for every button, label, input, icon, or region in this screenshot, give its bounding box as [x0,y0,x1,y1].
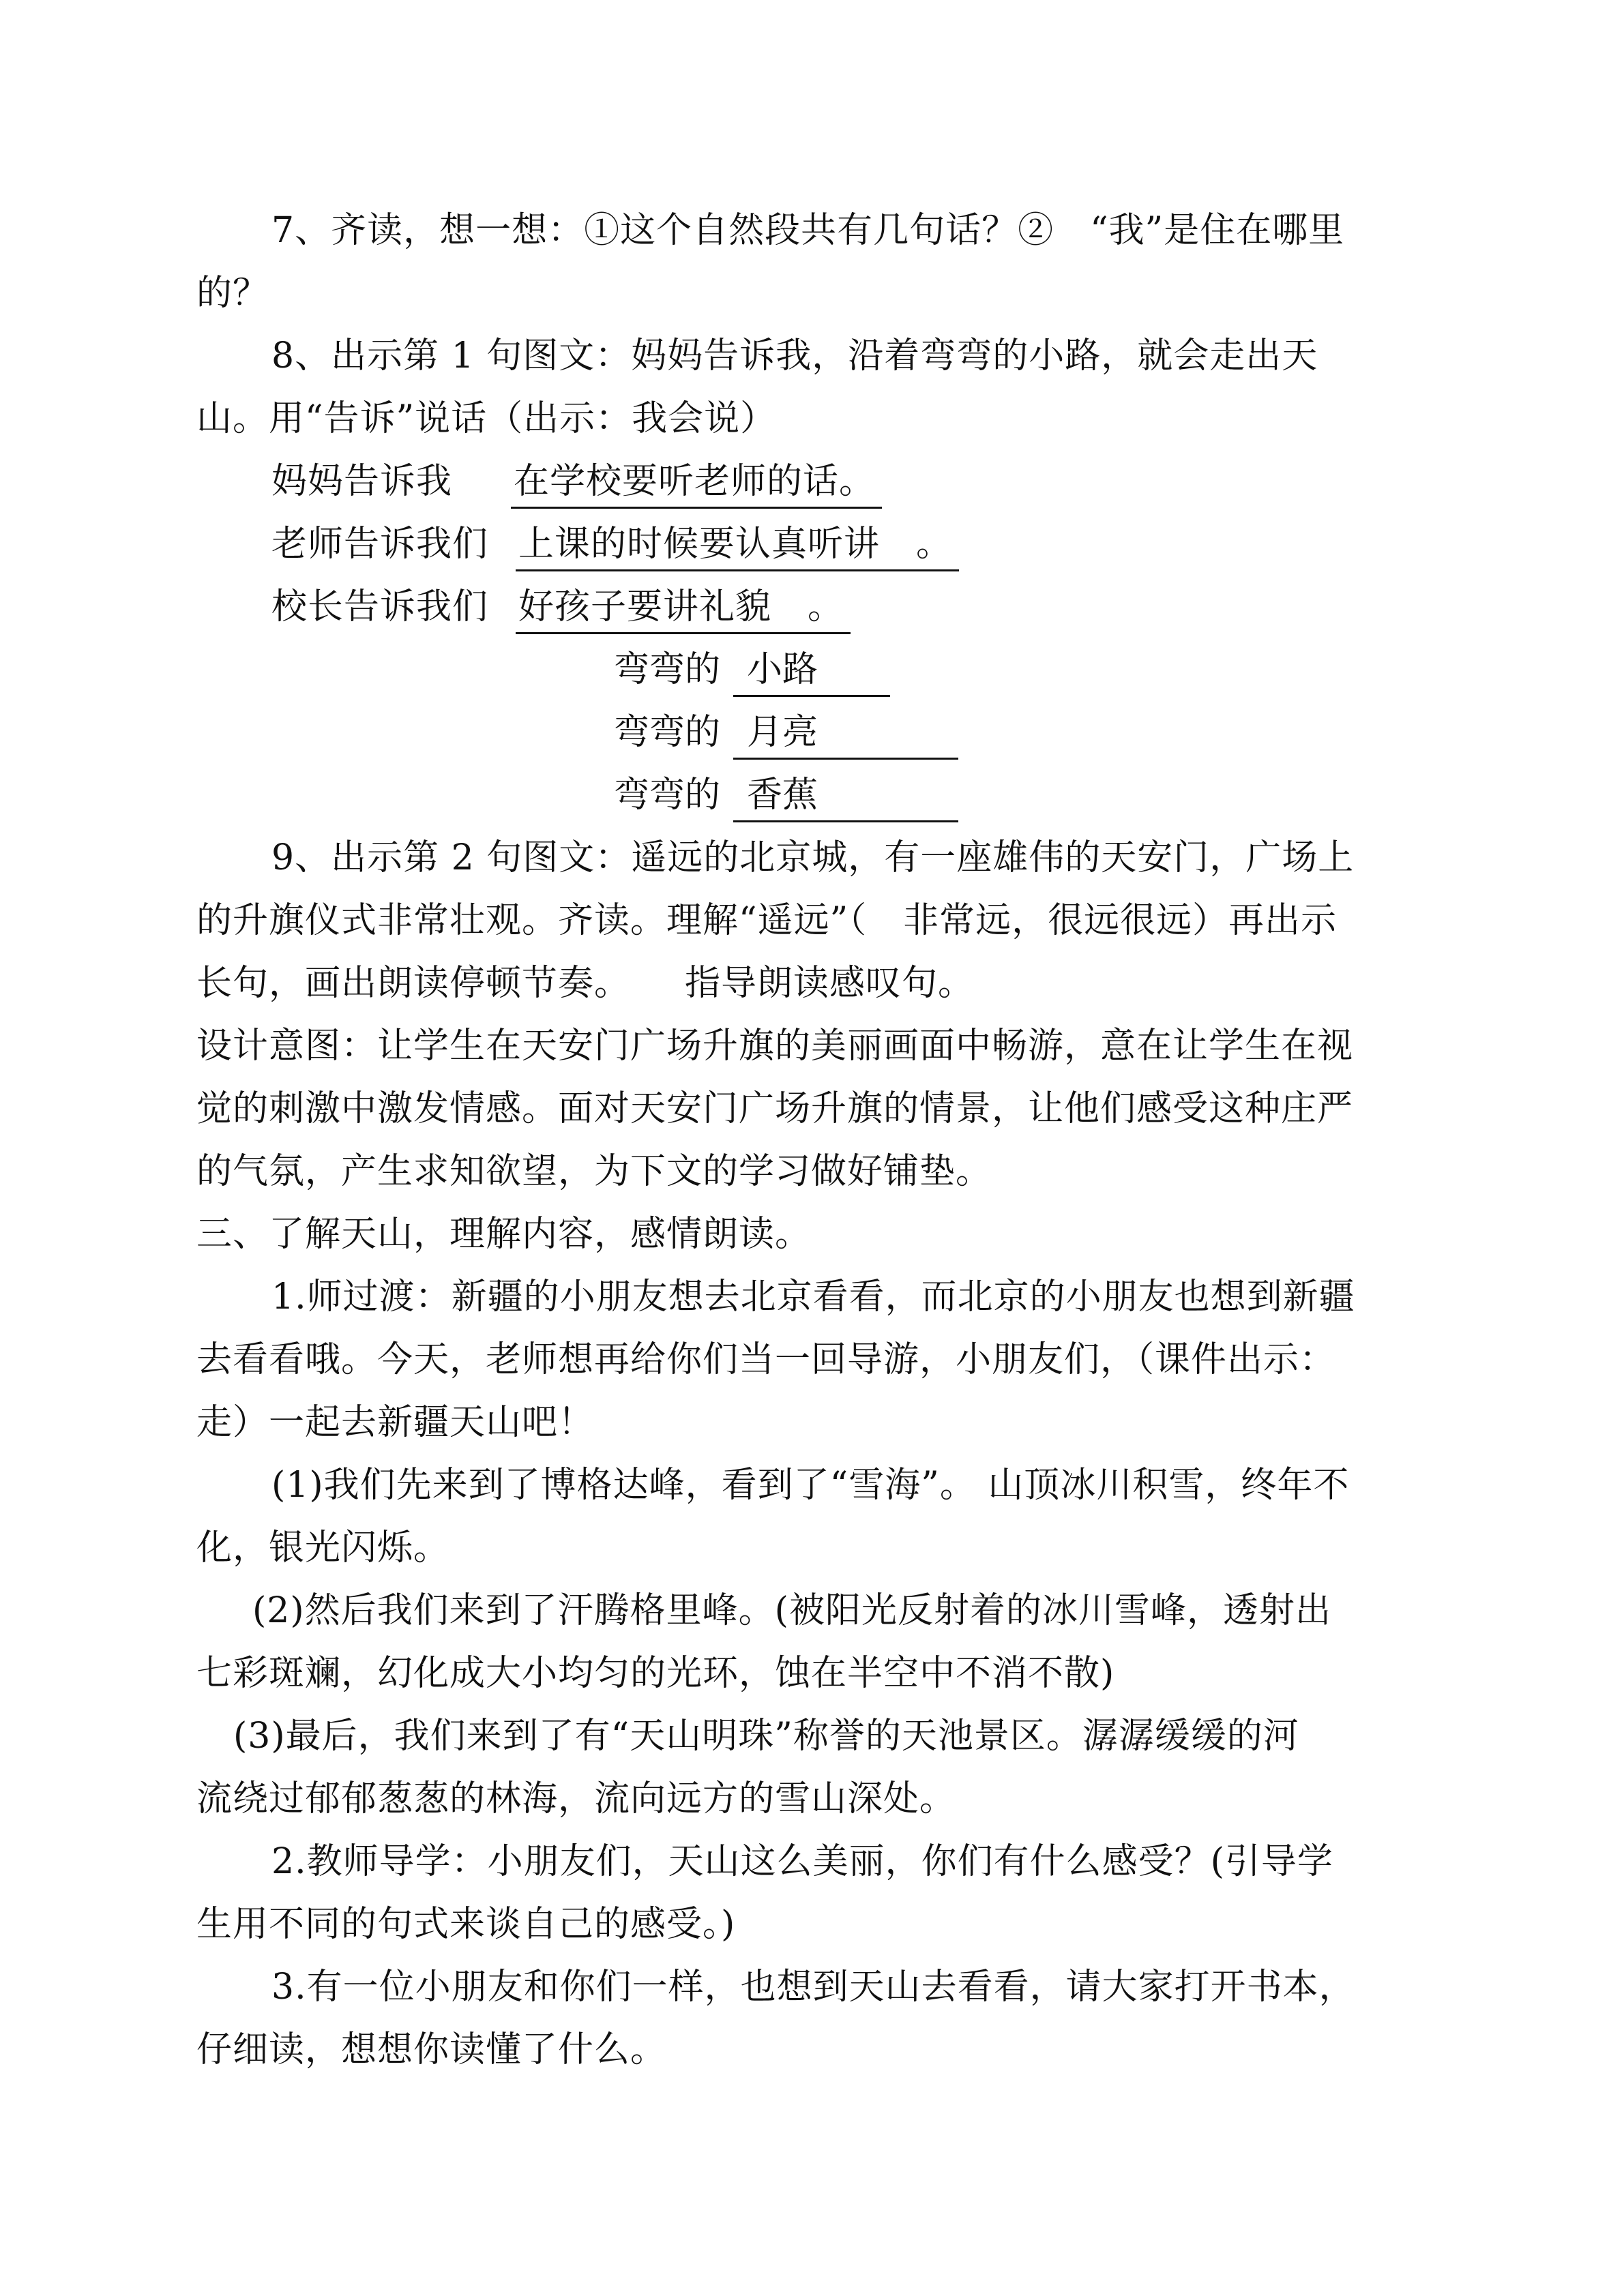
wanwan-example-lead: 弯弯的 [614,775,721,816]
tell-example-row [271,513,1520,576]
wanwan-example-row [614,764,958,826]
design-intent-line: 觉的刺激中激发情感。面对天安门广场升旗的情景，让他们感受这种庄严 [196,1088,1354,1129]
tell-example-lead: 校长告诉我们 [271,586,489,627]
paragraph-line: 9、出示第 2 句图文：遥远的北京城，有一座雄伟的天安门，广场上 [271,837,1355,878]
tell-example-row [271,576,1520,638]
wanwan-example-row [614,701,958,764]
section-heading: 三、了解天山，理解内容，感情朗读。 [196,1214,812,1255]
design-intent-line: 的气氛，产生求知欲望，为下文的学习做好铺垫。 [196,1151,992,1192]
tell-example-row [271,450,1520,513]
tell-example-fill: 上课的时候要认真听讲 。 [516,520,959,571]
paragraph-line: 8、出示第 1 句图文：妈妈告诉我，沿着弯弯的小路，就会走出天 [271,336,1318,376]
paragraph-line: 长句，画出朗读停顿节奏。 指导朗读感叹句。 [196,963,975,1004]
paragraph-line: 七彩斑斓，幻化成大小均匀的光环，蚀在半空中不消不散) [196,1653,1115,1694]
paragraph-line: 生用不同的句式来谈自己的感受。) [196,1904,736,1945]
design-intent-line: 设计意图：让学生在天安门广场升旗的美丽画面中畅游，意在让学生在视 [196,1026,1354,1067]
paragraph-line: 的升旗仪式非常壮观。齐读。理解“遥远”（ 非常远，很远很远）再出示 [196,900,1338,941]
wanwan-example-fill: 小路 [733,646,890,697]
wanwan-example-lead: 弯弯的 [614,712,721,753]
wanwan-example-row [614,638,890,701]
paragraph-line: 1.师过渡：新疆的小朋友想去北京看看，而北京的小朋友也想到新疆 [271,1277,1355,1317]
paragraph-line: 的？ [196,273,269,314]
paragraph-line: (1)我们先来到了博格达峰，看到了“雪海”。 山顶冰川积雪，终年不 [271,1465,1350,1506]
paragraph-line: 流绕过郁郁葱葱的林海，流向远方的雪山深处。 [196,1778,956,1819]
tell-example-lead: 妈妈告诉我 [271,461,453,502]
wanwan-example-lead: 弯弯的 [614,649,721,690]
paragraph-line: 山。用“告诉”说话（出示：我会说） [196,398,777,439]
paragraph-line: 仔细读，想想你读懂了什么。 [196,2029,667,2070]
wanwan-example-fill: 月亮 [733,709,958,760]
wanwan-example-fill: 香蕉 [733,771,958,822]
paragraph-line: 3.有一位小朋友和你们一样，也想到天山去看看，请大家打开书本， [271,1967,1355,2008]
tell-example-fill: 在学校要听老师的话。 [511,458,882,509]
paragraph-line: 去看看哦。今天，老师想再给你们当一回导游，小朋友们，（课件出示： [196,1339,1336,1380]
paragraph-line: (3)最后，我们来到了有“天山明珠”称誉的天池景区。潺潺缓缓的河 [233,1716,1299,1757]
tell-example-lead: 老师告诉我们 [271,524,489,565]
paragraph-line: 7、齐读，想一想：①这个自然段共有几句话？② “我”是住在哪里 [271,210,1345,251]
paragraph-line: 走）一起去新疆天山吧！ [196,1402,595,1443]
tell-example-fill: 好孩子要讲礼貌 。 [516,583,851,634]
paragraph-line: 化，银光闪烁。 [196,1527,450,1568]
paragraph-line: (2)然后我们来到了汗腾格里峰。(被阳光反射着的冰川雪峰，透射出 [252,1590,1331,1631]
paragraph-line: 2.教师导学：小朋友们，天山这么美丽，你们有什么感受？(引导学 [271,1841,1333,1882]
